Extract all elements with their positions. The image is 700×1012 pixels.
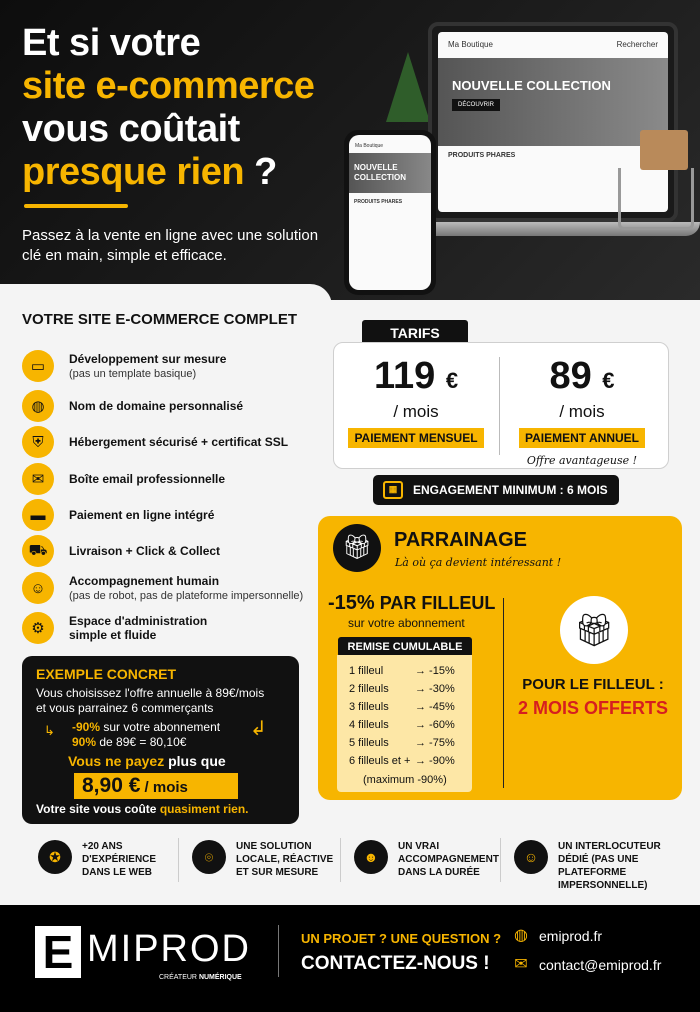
feature-item: ▭ Développement sur mesure (pas un template basique) — [22, 350, 226, 382]
features-title: VOTRE SITE E-COMMERCE COMPLET — [22, 311, 298, 328]
list-item: 1 filleul → -15% — [349, 665, 455, 677]
title-underline — [24, 204, 128, 208]
advantage-item: ☻ UN VRAI ACCOMPAGNEMENT DANS LA DURÉE — [354, 840, 499, 879]
example-title: EXEMPLE CONCRET — [36, 666, 177, 682]
example-box: EXEMPLE CONCRET Vous choisissez l'offre annuelle à 89€/mois et vous parrainez 6 commerçants ↳ -90% sur votre abonnement 90% de 89€ = 80,10€ ↲ Vous ne payez plus que 8,90 € / mois Votre site vous coûte quasiment rien. — [22, 656, 299, 824]
list-item: 2 filleuls → -30% — [349, 683, 455, 695]
monthly-plan: 119 € / mois PAIEMENT MENSUEL — [336, 355, 496, 448]
tarifs-tab: TARIFS — [362, 320, 468, 346]
globe-icon: ◍ — [514, 927, 528, 944]
credit-card-icon: ▬ — [22, 499, 54, 531]
filleul-label: POUR LE FILLEUL : — [522, 676, 664, 693]
pricing-card — [333, 342, 669, 469]
feature-item: ⛟ Livraison + Click & Collect — [22, 535, 220, 567]
plant-illustration — [386, 52, 430, 122]
feature-item: ☺ Accompagnement humain (pas de robot, pas de plateforme impersonnelle) — [22, 572, 303, 604]
referral-discount: -15% PAR FILLEUL — [328, 592, 496, 614]
advantage-item: ⌾ UNE SOLUTION LOCALE, RÉACTIVE ET SUR MESURE — [192, 840, 333, 879]
referral-title: PARRAINAGE — [394, 529, 527, 551]
cumulative-discount-title: REMISE CUMULABLE — [338, 637, 472, 657]
feature-item: ⛨ Hébergement sécurisé + certificat SSL — [22, 426, 288, 458]
footer — [0, 905, 700, 1012]
hero-banner — [0, 0, 700, 300]
gift-icon: 🎁︎ — [560, 596, 628, 664]
feature-item: ⚙ Espace d'administration simple et fluide — [22, 612, 207, 644]
list-item: 4 filleuls → -60% — [349, 719, 455, 731]
envelope-icon: ✉ — [514, 956, 528, 973]
laptop-mockup: Ma Boutique Rechercher NOUVELLE COLLECTION DÉCOUVRIR PRODUITS PHARES — [428, 22, 678, 222]
phone-mockup: Ma Boutique NOUVELLE COLLECTION PRODUITS PHARES — [344, 130, 436, 295]
annual-plan: 89 € / mois PAIEMENT ANNUEL Offre avantageuse ! — [502, 355, 662, 467]
email-link[interactable]: ✉ contact@emiprod.fr — [512, 956, 661, 974]
curved-arrow-icon: ↲ — [250, 718, 267, 740]
feature-item: ◍ Nom de domaine personnalisé — [22, 390, 243, 422]
feature-item: ✉ Boîte email professionnelle — [22, 463, 225, 495]
website-link[interactable]: ◍ emiprod.fr — [512, 927, 602, 945]
list-item: 3 filleuls → -45% — [349, 701, 455, 713]
location-pin-icon: ⌾ — [192, 840, 226, 874]
emiprod-logo: E MIPROD CRÉATEUR NUMÉRIQUE — [35, 926, 255, 986]
calendar-icon: ▦ — [383, 481, 403, 499]
parcel-box — [640, 130, 688, 170]
footer-question: UN PROJET ? UNE QUESTION ? — [301, 931, 502, 946]
shopping-cart-illustration — [618, 168, 694, 230]
hero-subtitle: Passez à la vente en ligne avec une solution clé en main, simple et efficace. — [22, 227, 319, 264]
list-item: 5 filleuls → -75% — [349, 737, 455, 749]
person-icon: ☺ — [514, 840, 548, 874]
referral-subtitle: Là où ça devient intéressant ! — [395, 556, 562, 569]
team-icon: ☻ — [354, 840, 388, 874]
hero-title: Et si votre site e-commerce vous coûtait presque rien ? — [22, 22, 315, 193]
cumulative-discount-table: 1 filleul → -15% 2 filleuls → -30% 3 filleuls → -45% 4 filleuls → -60% 5 filleuls → -75% 6 filleuls et + → -90% (maximum -90%) — [337, 655, 472, 792]
filleul-offer: 2 MOIS OFFERTS — [517, 698, 668, 718]
feature-item: ▬ Paiement en ligne intégré — [22, 499, 214, 531]
contact-cta: CONTACTEZ-NOUS ! — [301, 953, 490, 974]
monthly-payment-badge: PAIEMENT MENSUEL — [348, 428, 483, 448]
gift-icon: 🎁︎ — [333, 524, 381, 572]
final-price: 8,90 € / mois — [74, 773, 238, 799]
annual-payment-badge: PAIEMENT ANNUEL — [519, 428, 645, 448]
list-item: 6 filleuls et + → -90% — [349, 755, 455, 767]
advantage-item: ✪ +20 ANS D'EXPÉRIENCE DANS LE WEB — [38, 840, 156, 879]
award-icon: ✪ — [38, 840, 72, 874]
engagement-banner: ▦ ENGAGEMENT MINIMUM : 6 MOIS — [373, 475, 619, 505]
envelope-icon: ✉ — [22, 463, 54, 495]
advantage-item: ☺ UN INTERLOCUTEUR DÉDIÉ (PAS UNE PLATEFORME IMPERSONNELLE) — [514, 840, 661, 892]
globe-icon: ◍ — [22, 390, 54, 422]
truck-icon: ⛟ — [22, 535, 54, 567]
curved-arrow-icon: ↳ — [44, 723, 55, 738]
gear-icon: ⚙ — [22, 612, 54, 644]
support-agent-icon: ☺ — [22, 572, 54, 604]
monitor-icon: ▭ — [22, 350, 54, 382]
shield-lock-icon: ⛨ — [22, 426, 54, 458]
